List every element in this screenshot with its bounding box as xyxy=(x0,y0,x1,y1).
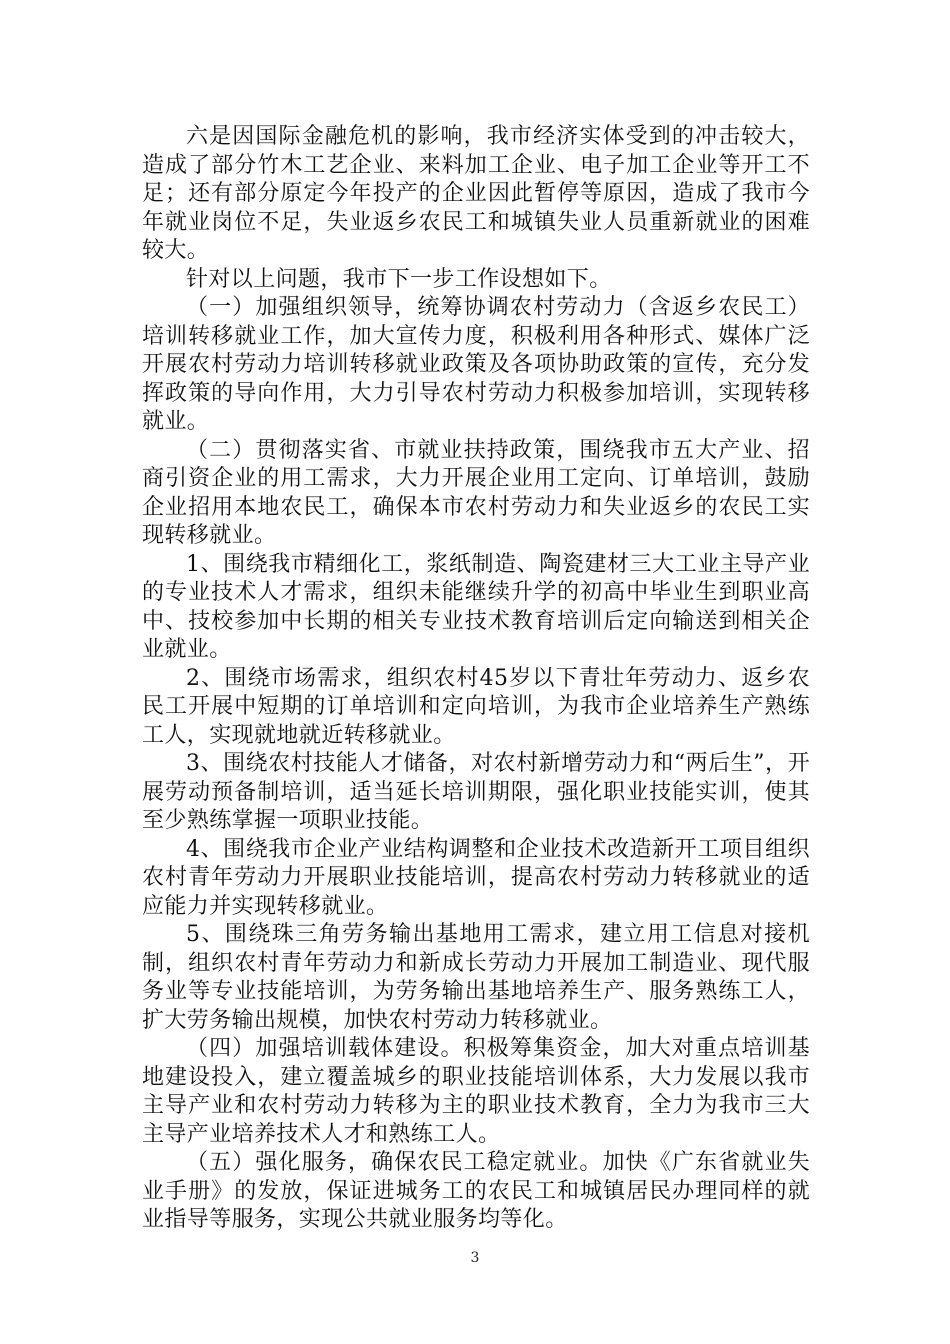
paragraph-item-5: 5、围绕珠三角劳务输出基地用工需求，建立用工信息对接机制，组织农村青年劳动力和新成长劳动力开展加工制造业、现代服务业等专业技能培训，为劳务输出基地培养生产、服务熟练工人，扩大劳务输出规模，加快农村劳动力转移就业。 xyxy=(142,922,810,1033)
paragraph-item-1: 1、围绕我市精细化工，浆纸制造、陶瓷建材三大工业主导产业的专业技术人才需求，组织未能继续升学的初高中毕业生到职业高中、技校参加中长期的相关专业技术教育培训后定向输送到相关企业就业。 xyxy=(142,551,810,662)
paragraph-employment-policy: （二）贯彻落实省、市就业扶持政策，围绕我市五大产业、招商引资企业的用工需求，大力开展企业用工定向、订单培训，鼓励企业招用本地农民工，确保本市农村劳动力和失业返乡的农民工实现转移就业。 xyxy=(142,437,810,548)
paragraph-next-steps-intro: 针对以上问题，我市下一步工作设想如下。 xyxy=(186,266,612,292)
paragraph-item-2: 2、围绕市场需求，组织农村45岁以下青壮年劳动力、返乡农民工开展中短期的订单培训和定向培训，为我市企业培养生产熟练工人，实现就地就近转移就业。 xyxy=(142,665,810,748)
paragraph-item-3: 3、围绕农村技能人才储备，对农村新增劳动力和“两后生”，开展劳动预备制培训，适当延长培训期限，强化职业技能实训，使其至少熟练掌握一项职业技能。 xyxy=(142,751,810,833)
paragraph-organization-leadership: （一）加强组织领导，统筹协调农村劳动力（含返乡农民工）培训转移就业工作，加大宣传力度，积极利用各种形式、媒体广泛开展农村劳动力培训转移就业政策及各项协助政策的宣传，充分发挥政策的导向作用，大力引导农村劳动力积极参加培训，实现转移就业。 xyxy=(142,295,810,434)
page-number: 3 xyxy=(470,1250,480,1266)
document-body xyxy=(142,123,810,1235)
paragraph-crisis-impact: 六是因国际金融危机的影响，我市经济实体受到的冲击较大，造成了部分竹木工艺企业、来料加工企业、电子加工企业等开工不足；还有部分原定今年投产的企业因此暂停等原因，造成了我市今年就业岗位不足，失业返乡农民工和城镇失业人员重新就业的困难较大。 xyxy=(142,124,810,263)
paragraph-service-strengthening: （五）强化服务，确保农民工稳定就业。加快《广东省就业失业手册》的发放，保证进城务工的农民工和城镇居民办理同样的就业指导等服务，实现公共就业服务均等化。 xyxy=(142,1150,810,1232)
paragraph-training-carrier: （四）加强培训载体建设。积极筹集资金，加大对重点培训基地建设投入，建立覆盖城乡的职业技能培训体系，大力发展以我市主导产业和农村劳动力转移为主的职业技术教育，全力为我市三大主导产业培养技术人才和熟练工人。 xyxy=(142,1036,810,1147)
paragraph-item-4: 4、围绕我市企业产业结构调整和企业技术改造新开工项目组织农村青年劳动力开展职业技能培训，提高农村劳动力转移就业的适应能力并实现转移就业。 xyxy=(142,836,810,919)
